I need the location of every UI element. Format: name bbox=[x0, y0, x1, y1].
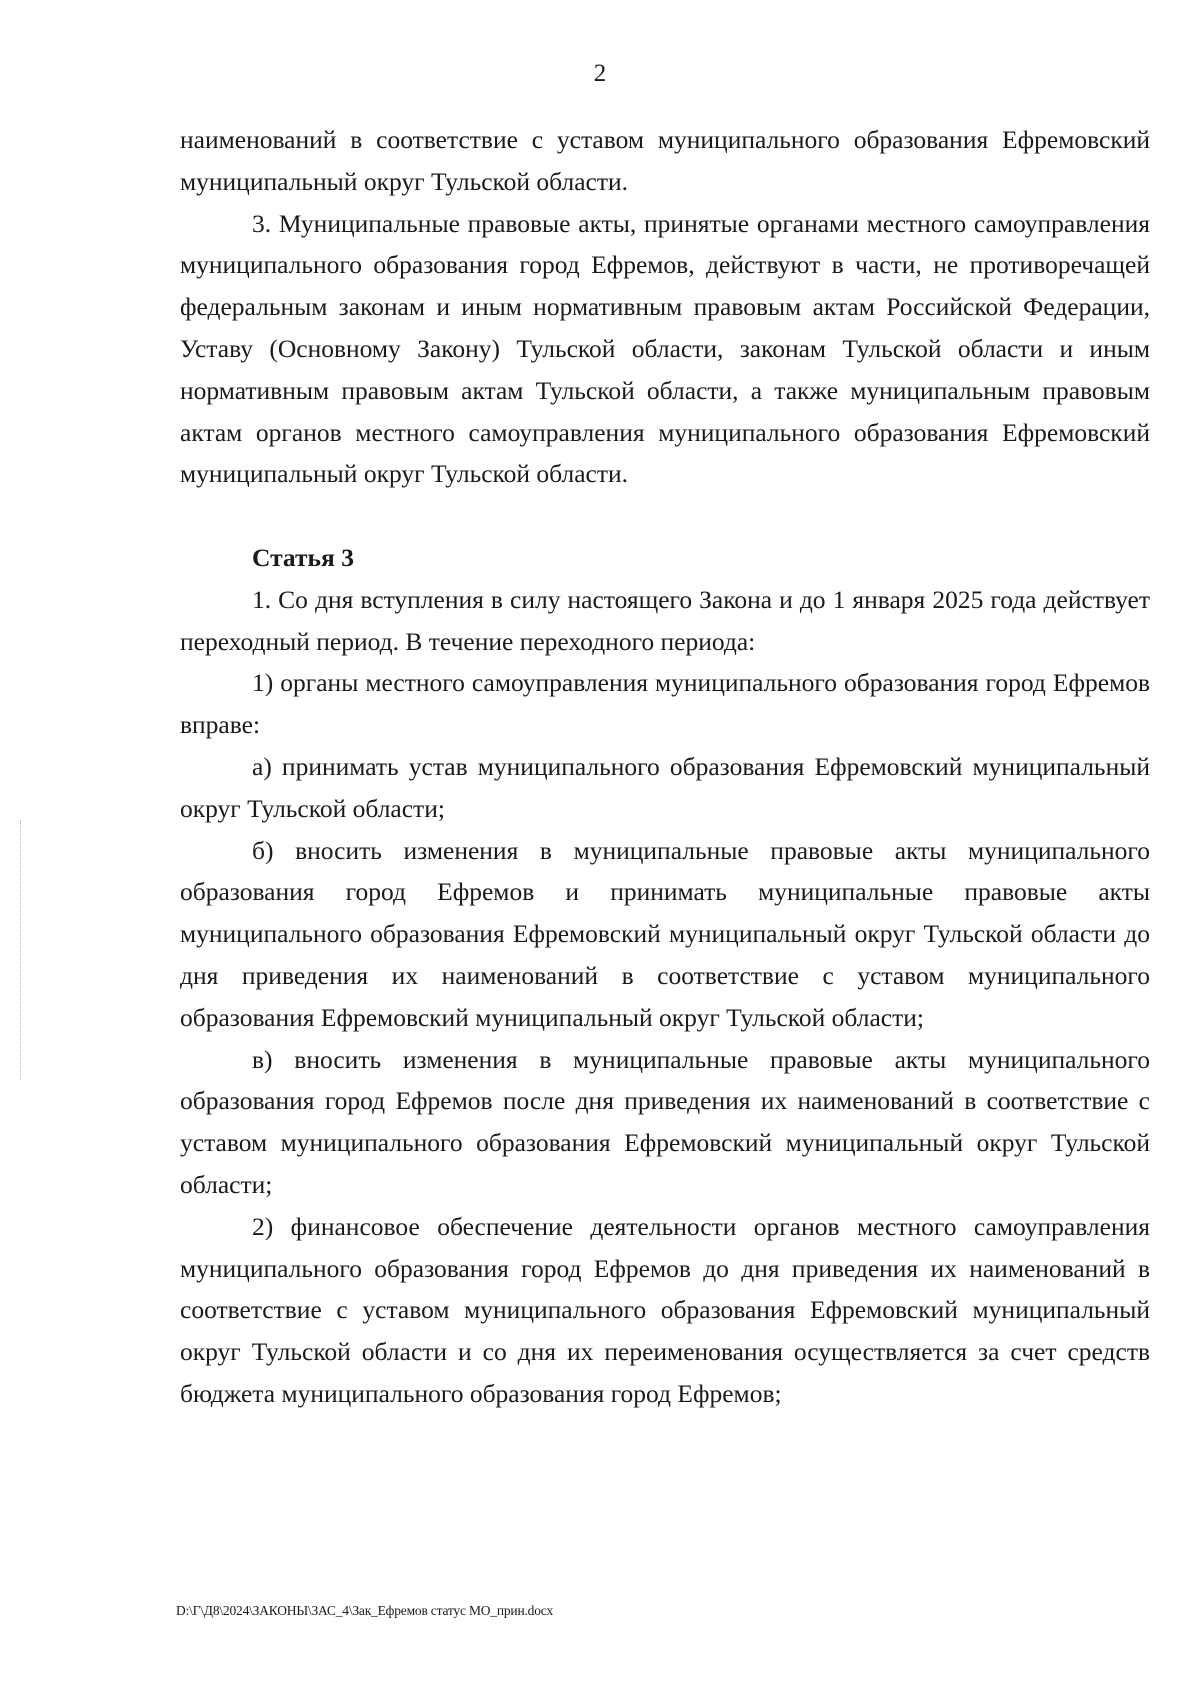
article-heading: Статья 3 bbox=[252, 542, 354, 572]
article-subitem-a: а) принимать устав муниципального образования Ефремовский муниципальный округ Тульской области; bbox=[180, 751, 1150, 823]
page-number: 2 bbox=[593, 60, 607, 87]
margin-scan-marks bbox=[20, 820, 23, 1080]
article-paragraph-1: 1. Со дня вступления в силу настоящего Закона и до 1 января 2025 года действует переходный период. В течение переходного периода: bbox=[180, 584, 1150, 656]
document-body bbox=[180, 119, 1150, 1415]
article-subitem-2: 2) финансовое обеспечение деятельности органов местного самоуправления муниципального образования город Ефремов до дня приведения их наименований в соответствие с уставом муниципального образования Ефремовский муниципальный округ Тульской области и со дня их переименования осуществляется за счет средств бюджета муниципального образования город Ефремов; bbox=[180, 1211, 1150, 1408]
paragraph-item-3: 3. Муниципальные правовые акты, принятые органами местного самоуправления муниципального образования город Ефремов, действуют в части, не противоречащей федеральным законам и иным нормативным правовым актам Российской Федерации, Уставу (Основному Закону) Тульской области, законам Тульской области и иным нормативным правовым актам Тульской области, а также муниципальным правовым актам органов местного самоуправления муниципального образования Ефремовский муниципальный округ Тульской области. bbox=[180, 208, 1150, 489]
article-subitem-1: 1) органы местного самоуправления муниципального образования город Ефремов вправе: bbox=[180, 668, 1150, 740]
footer-file-path: D:\Г\Д8\2024\ЗАКОНЫ\ЗАС_4\Зак_Ефремов статус МО_прин.docx bbox=[176, 1603, 554, 1618]
article-subitem-v: в) вносить изменения в муниципальные правовые акты муниципального образования город Ефремов после дня приведения их наименований в соответствие с уставом муниципального образования Ефремовский муниципальный округ Тульской области; bbox=[180, 1044, 1150, 1199]
article-subitem-b: б) вносить изменения в муниципальные правовые акты муниципального образования город Ефремов и принимать муниципальные правовые акты муниципального образования Ефремовский муниципальный округ Тульской области до дня приведения их наименований в соответствие с уставом муниципального образования Ефремовский муниципальный округ Тульской области; bbox=[180, 835, 1150, 1032]
paragraph-continuation: наименований в соответствие с уставом муниципального образования Ефремовский муниципальный округ Тульской области. bbox=[180, 125, 1150, 196]
